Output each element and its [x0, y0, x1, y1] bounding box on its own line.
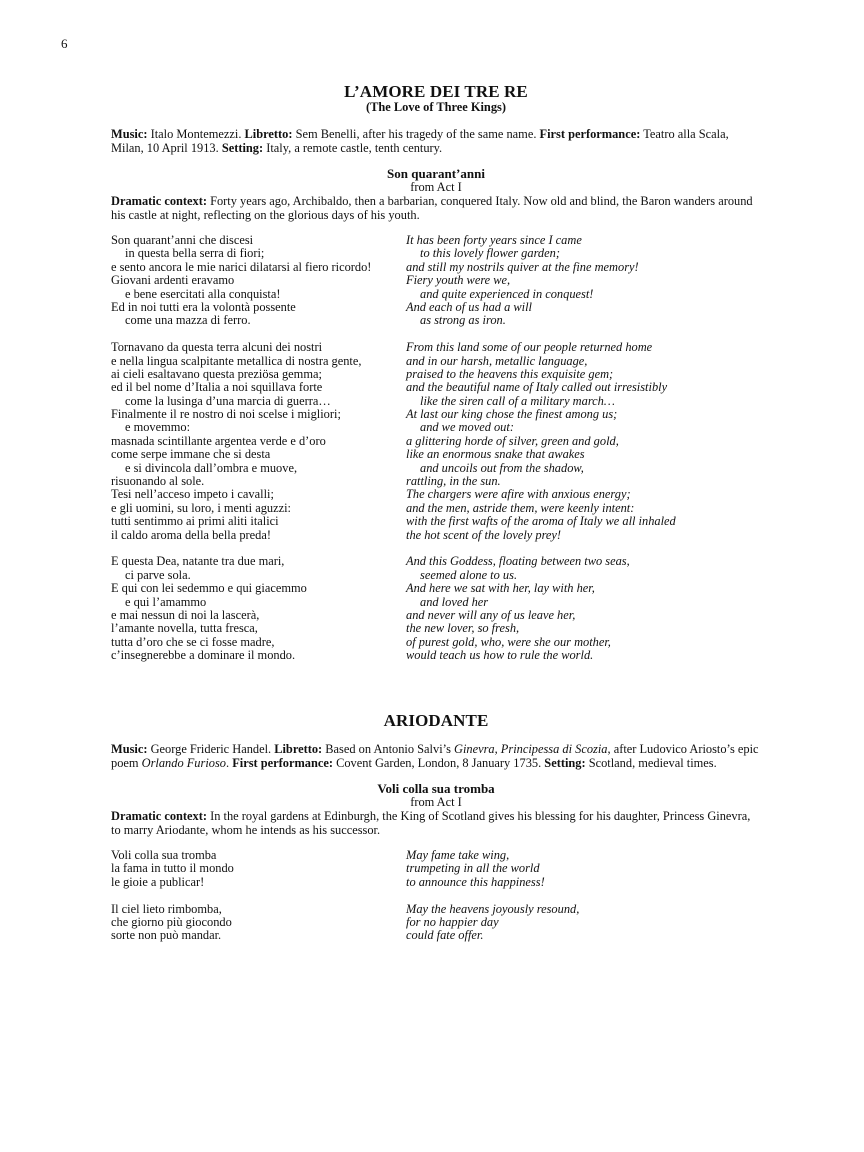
- libretto-label: Libretto:: [244, 127, 293, 141]
- verse-line: And here we sat with her, lay with her,: [406, 581, 595, 596]
- verse-line: le gioie a publicar!: [111, 874, 205, 889]
- opera-metadata: [111, 127, 761, 155]
- verse-line: tutti sentimmo ai primi aliti italici: [111, 514, 279, 529]
- opera-section: [111, 712, 761, 956]
- verse-line: And this Goddess, floating between two seas,: [406, 554, 630, 569]
- dramatic-context: [111, 809, 761, 837]
- verse-line: Voli colla sua tromba: [111, 848, 217, 862]
- first-performance: Teatro alla Scala, Milan, 10 April 1913.: [111, 127, 729, 155]
- verse-line: tutta d’oro che se ci fosse madre,: [111, 634, 275, 649]
- verse-line: E questa Dea, natante tra due mari,: [111, 554, 285, 569]
- verse-line: e qui l’amammo: [125, 594, 207, 609]
- first-performance-label: First performance:: [232, 756, 333, 770]
- libretto-text: [111, 849, 761, 943]
- composer: George Frideric Handel.: [147, 742, 275, 756]
- opera-title: ARIODANTE: [383, 711, 489, 730]
- english-translation: [406, 849, 545, 889]
- verse-line: At last our king chose the finest among us;: [406, 407, 618, 422]
- verse-line: to this lovely flower garden;: [420, 246, 560, 261]
- verse-line: Son quarant’anni che discesi: [111, 233, 254, 247]
- verse-line: la fama in tutto il mondo: [111, 861, 234, 876]
- verse-line: and never will any of us leave her,: [406, 607, 576, 622]
- aria-source: from Act I: [410, 180, 462, 194]
- verse-line: ed il bel nome d’Italia a noi squillava forte: [111, 380, 323, 395]
- verse-line: and the beautiful name of Italy called out irresistibly: [406, 380, 668, 395]
- verse-line: The chargers were afire with anxious energy;: [406, 487, 631, 502]
- opera-section: [111, 83, 761, 676]
- italian-text: [111, 555, 406, 662]
- verse-line: Giovani ardenti eravamo: [111, 273, 235, 288]
- english-translation: [406, 903, 579, 943]
- verse-line: l’amante novella, tutta fresca,: [111, 621, 258, 636]
- first-performance-label: First performance:: [539, 127, 641, 141]
- stanza: [111, 234, 761, 328]
- librettist: Based on Antonio Salvi’s: [322, 742, 454, 756]
- stanza: [111, 903, 761, 943]
- verse-line: risuonando al sole.: [111, 474, 205, 489]
- setting: Scotland, medieval times.: [585, 756, 717, 770]
- librettist-end: .: [225, 756, 233, 770]
- verse-line: e movemmo:: [125, 420, 191, 435]
- setting-label: Setting:: [221, 141, 264, 155]
- dramatic-context-label: Dramatic context:: [111, 809, 207, 823]
- verse-line: e mai nessun di noi la lascerà,: [111, 607, 260, 622]
- verse-line: e gli uomini, su loro, i menti aguzzi:: [111, 500, 291, 515]
- verse-line: would teach us how to rule the world.: [406, 648, 594, 663]
- opera-metadata: [111, 742, 761, 770]
- verse-line: c’insegnerebbe a dominare il mondo.: [111, 648, 296, 663]
- verse-line: as strong as iron.: [420, 313, 506, 328]
- verse-line: with the first wafts of the aroma of Italy we all inhaled: [406, 514, 676, 529]
- verse-line: Tesi nell’acceso impeto i cavalli;: [111, 487, 274, 502]
- verse-line: come serpe immane che si desta: [111, 447, 271, 462]
- librettist: Sem Benelli, after his tragedy of the same name.: [292, 127, 540, 141]
- verse-line: and we moved out:: [420, 420, 514, 435]
- verse-line: From this land some of our people returned home: [406, 340, 653, 355]
- verse-line: It has been forty years since I came: [406, 233, 582, 247]
- verse-line: praised to the heavens this exquisite gem;: [406, 366, 614, 381]
- verse-line: and still my nostrils quiver at the fine memory!: [406, 259, 639, 274]
- verse-line: of purest gold, who, were she our mother,: [406, 634, 611, 649]
- verse-line: like an enormous snake that awakes: [406, 447, 585, 462]
- verse-line: to announce this happiness!: [406, 874, 545, 889]
- verse-line: rattling, in the sun.: [406, 474, 501, 489]
- epic-poem-title: Orlando Furioso: [141, 756, 226, 770]
- verse-line: e sento ancora le mie narici dilatarsi al fiero ricordo!: [111, 259, 372, 274]
- verse-line: come una mazza di ferro.: [125, 313, 251, 328]
- italian-text: [111, 849, 406, 889]
- verse-line: May the heavens joyously resound,: [406, 901, 580, 916]
- verse-line: in questa bella serra di fiori;: [125, 246, 265, 261]
- aria-title: Son quarant’anni: [387, 166, 485, 181]
- libretto-label: Libretto:: [274, 742, 323, 756]
- english-translation: [406, 341, 676, 542]
- source-work-title: Ginevra, Principessa di Scozia: [454, 742, 608, 756]
- setting-label: Setting:: [544, 756, 586, 770]
- verse-line: and the men, astride them, were keenly intent:: [406, 500, 635, 515]
- italian-text: [111, 234, 406, 328]
- opera-title: L’AMORE DEI TRE RE: [344, 82, 528, 101]
- verse-line: che giorno più giocondo: [111, 914, 232, 929]
- verse-line: seemed alone to us.: [420, 567, 518, 582]
- stanza: [111, 555, 761, 662]
- verse-line: Il ciel lieto rimbomba,: [111, 901, 222, 916]
- setting: Italy, a remote castle, tenth century.: [263, 141, 443, 155]
- verse-line: the new lover, so fresh,: [406, 621, 520, 636]
- libretto-text: [111, 234, 761, 663]
- verse-line: for no happier day: [406, 914, 499, 929]
- italian-text: [111, 903, 406, 943]
- music-label: Music:: [111, 742, 148, 756]
- opera-subtitle: (The Love of Three Kings): [366, 100, 506, 114]
- dramatic-context-label: Dramatic context:: [111, 194, 207, 208]
- verse-line: e si divincola dall’ombra e muove,: [125, 460, 298, 475]
- verse-line: il caldo aroma della bella preda!: [111, 527, 271, 542]
- verse-line: come la lusinga d’una marcia di guerra…: [125, 393, 331, 408]
- dramatic-context-text: Forty years ago, Archibaldo, then a barbarian, conquered Italy. Now old and blind, the Baron wanders around his castle at night, reflecting on the glorious days of his youth.: [111, 194, 753, 222]
- verse-line: Fiery youth were we,: [406, 273, 511, 288]
- verse-line: Finalmente il re nostro di noi scelse i migliori;: [111, 407, 341, 422]
- english-translation: [406, 555, 630, 662]
- italian-text: [111, 341, 406, 542]
- verse-line: and uncoils out from the shadow,: [420, 460, 584, 475]
- aria-title: Voli colla sua tromba: [377, 781, 495, 796]
- verse-line: masnada scintillante argentea verde e d’oro: [111, 433, 326, 448]
- verse-line: E qui con lei sedemmo e qui giacemmo: [111, 581, 307, 596]
- verse-line: May fame take wing,: [406, 848, 510, 862]
- verse-line: ci parve sola.: [125, 567, 191, 582]
- verse-line: sorte non può mandar.: [111, 928, 222, 943]
- verse-line: And each of us had a will: [406, 299, 532, 314]
- dramatic-context-text: In the royal gardens at Edinburgh, the King of Scotland gives his blessing for his daughter, Princess Ginevra, to marry Ariodante, whom he intends as his successor.: [111, 809, 751, 837]
- music-label: Music:: [111, 127, 148, 141]
- verse-line: ai cieli esaltavano questa preziösa gemma;: [111, 366, 322, 381]
- verse-line: and loved her: [420, 594, 489, 609]
- verse-line: a glittering horde of silver, green and gold,: [406, 433, 619, 448]
- verse-line: the hot scent of the lovely prey!: [406, 527, 562, 542]
- verse-line: Ed in noi tutti era la volontà possente: [111, 299, 296, 314]
- librettist-continued: , after Ludovico Ariosto’s epic poem: [111, 742, 759, 770]
- aria-source: from Act I: [410, 795, 462, 809]
- verse-line: could fate offer.: [406, 928, 484, 943]
- verse-line: Tornavano da questa terra alcuni dei nostri: [111, 340, 323, 355]
- verse-line: and in our harsh, metallic language,: [406, 353, 588, 368]
- first-performance: Covent Garden, London, 8 January 1735.: [333, 756, 545, 770]
- verse-line: trumpeting in all the world: [406, 861, 540, 876]
- page-number: 6: [61, 36, 68, 51]
- verse-line: like the siren call of a military march…: [420, 393, 615, 408]
- dramatic-context: [111, 194, 761, 222]
- verse-line: and quite experienced in conquest!: [420, 286, 594, 301]
- stanza: [111, 849, 761, 889]
- verse-line: e nella lingua scalpitante metallica di nostra gente,: [111, 353, 362, 368]
- composer: Italo Montemezzi.: [147, 127, 245, 141]
- english-translation: [406, 234, 639, 328]
- stanza: [111, 341, 761, 542]
- verse-line: e bene esercitati alla conquista!: [125, 286, 281, 301]
